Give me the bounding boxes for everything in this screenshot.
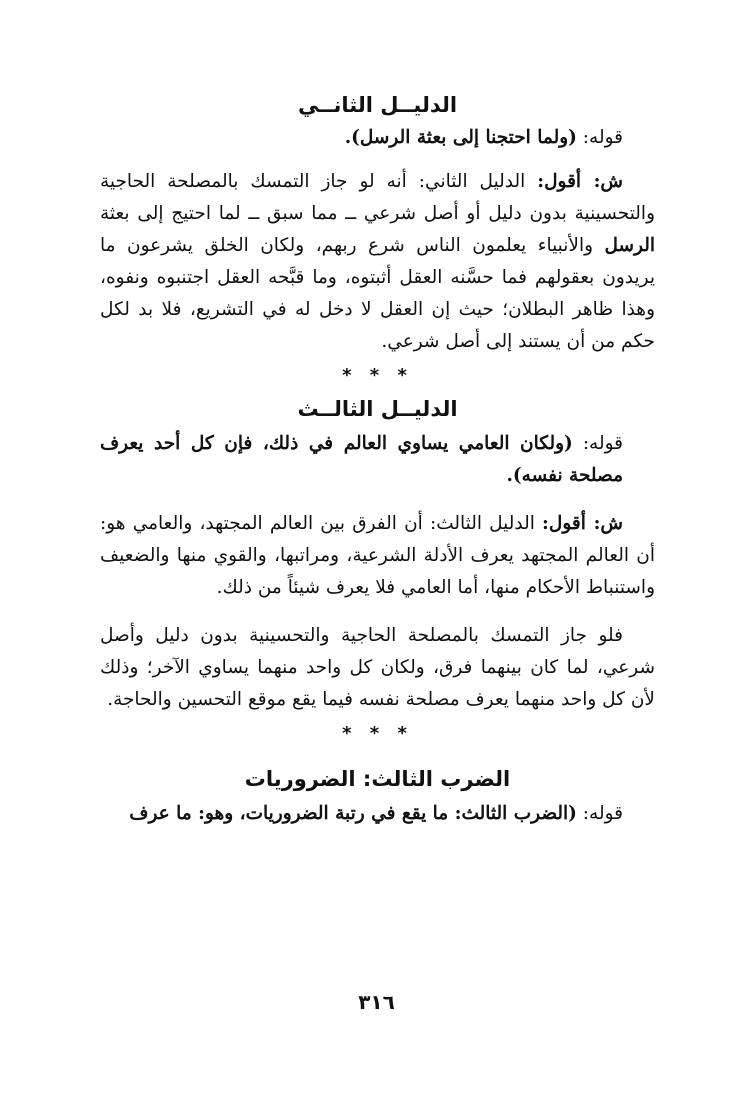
spacer	[100, 492, 655, 508]
quote-label: قوله:	[572, 433, 624, 454]
commentary-bold-word: الرسل	[604, 235, 655, 256]
commentary-third-proof	[100, 508, 655, 604]
commentary-text: الدليل الثالث: أن الفرق بين العالم المجتهد، والعامي هو: أن العالم المجتهد يعرف الأدلة الشرعية، ومراتبها، والقوي منها والضعيف واستنباط الأحكام منها، أما العامي فلا يعرف شيئاً من ذلك.	[100, 513, 655, 598]
commentary-label: ش: أقول:	[537, 171, 623, 192]
quote-necessities	[100, 798, 655, 830]
quote-second-proof	[100, 122, 655, 154]
commentary-second-proof	[100, 166, 655, 358]
quote-label: قوله:	[576, 127, 623, 148]
section-heading-second-proof: الدليــل الثانــي	[297, 93, 458, 117]
spacer	[100, 604, 655, 620]
quote-text: (ولما احتجنا إلى بعثة الرسل).	[344, 127, 577, 148]
section-separator: * * *	[342, 723, 413, 744]
section-heading-necessities: الضرب الثالث: الضروريات	[244, 767, 511, 791]
quote-third-proof	[100, 428, 655, 492]
quote-text: (ولكان العامي يساوي العالم في ذلك، فإن كل أحد يعرف مصلحة نفسه).	[100, 433, 623, 486]
section-heading-third-proof: الدليــل الثالــث	[297, 397, 458, 421]
spacer	[100, 752, 655, 764]
paragraph-third-proof-continued: فلو جاز التمسك بالمصلحة الحاجية والتحسينية بدون دليل وأصل شرعي، لما كان بينهما فرق، ولكان كل واحد منهما يساوي الآخر؛ وذلك لأن كل واحد منهما يعرف مصلحة نفسه فيما يقع موقع التحسين والحاجة.	[100, 625, 655, 710]
page-number: ٣١٦	[358, 990, 395, 1014]
commentary-label: ش: أقول:	[542, 513, 623, 534]
commentary-text-continued: والأنبياء يعلمون الناس شرع ربهم، ولكان الخلق يشرعون ما يريدون بعقولهم فما حسَّنه العقل أثبتوه، وما قبَّحه العقل اجتنبوه ونفوه، وهذا ظاهر البطلان؛ حيث إن العقل لا دخل له في التشريع، فلا بد لكل حكم من أن يستند إلى أصل شرعي.	[100, 235, 655, 352]
section-separator: * * *	[342, 365, 413, 386]
spacer	[100, 154, 655, 166]
quote-text: (الضرب الثالث: ما يقع في رتبة الضروريات، وهو: ما عرف	[129, 803, 577, 824]
quote-label: قوله:	[576, 803, 623, 824]
commentary-text: الدليل الثاني: أنه لو جاز التمسك بالمصلحة الحاجية والتحسينية بدون دليل أو أصل شرعي ــ مما سبق ــ لما احتيج إلى بعثة	[100, 171, 655, 224]
page-content	[100, 90, 655, 830]
